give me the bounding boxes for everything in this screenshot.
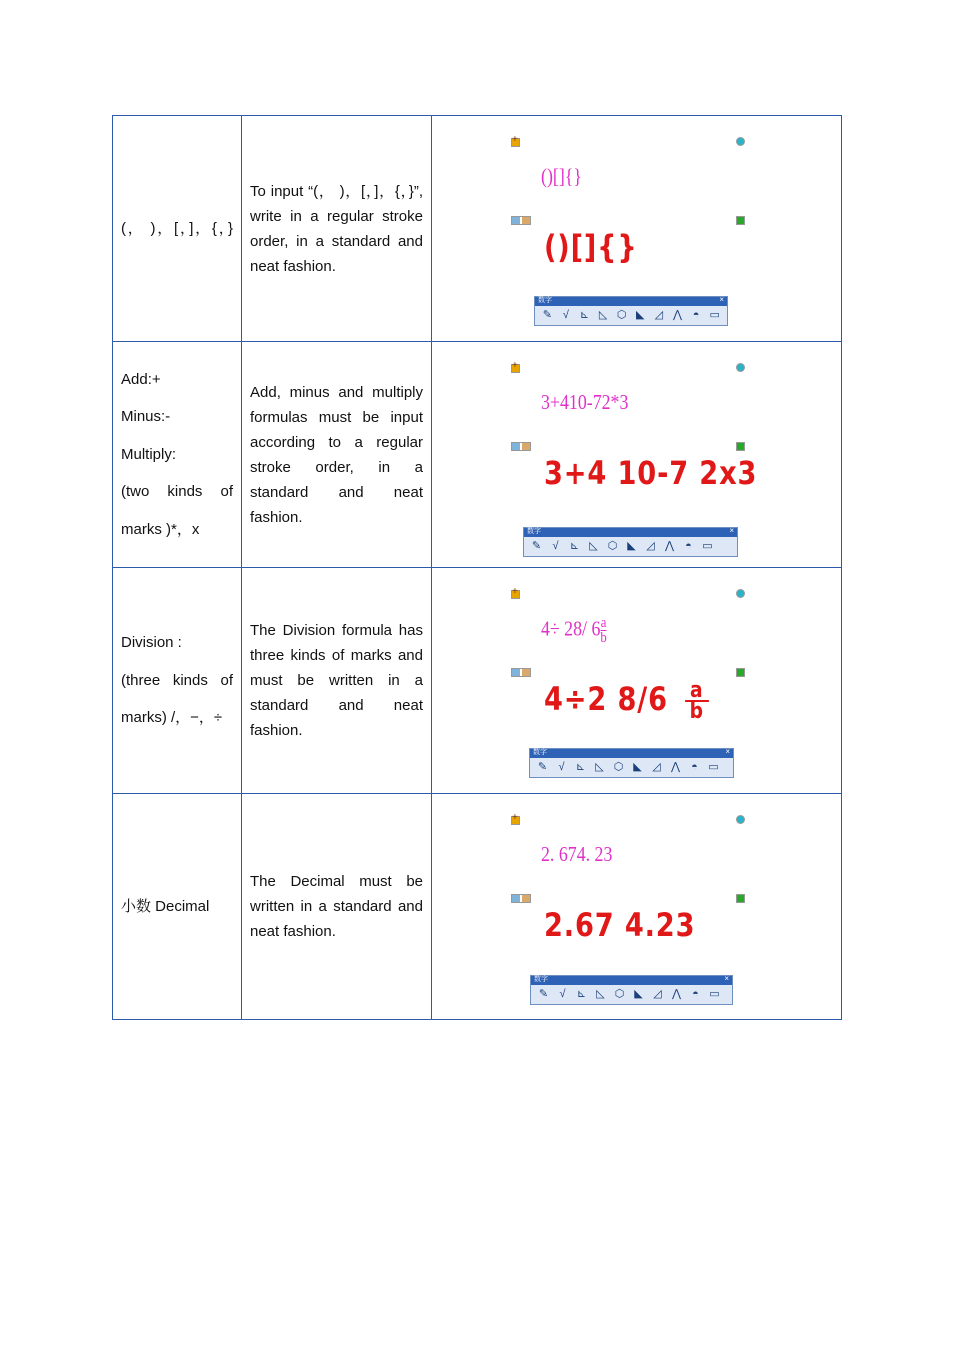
toolbar-titlebar	[535, 297, 727, 306]
image-text-icon[interactable]	[511, 668, 531, 677]
set-square-icon[interactable]: ◣	[633, 761, 642, 773]
cube-icon[interactable]: ⬡	[616, 309, 627, 321]
move-icon[interactable]	[511, 590, 520, 599]
axis-icon[interactable]: ⊾	[569, 540, 580, 552]
handwriting-panel	[432, 342, 841, 567]
symbol-line: Add:+	[121, 370, 161, 388]
ruler-icon[interactable]: ▭	[709, 988, 720, 1000]
description-cell	[242, 116, 432, 342]
protractor-icon[interactable]: ◓	[692, 988, 699, 1000]
cube-icon[interactable]: ⬡	[613, 761, 624, 773]
symbol-line: (two kinds of	[121, 483, 233, 501]
triangle-icon[interactable]: ◺	[595, 761, 604, 773]
symbol-line: marks )*，x	[121, 520, 200, 538]
set-square-icon[interactable]: ◣	[627, 540, 636, 552]
right-triangle-icon[interactable]: ◿	[653, 988, 662, 1000]
handwritten-fraction: $\frac{a}{b}$	[685, 681, 709, 721]
math-toolbar	[530, 975, 733, 1005]
sqrt-icon[interactable]: √	[562, 309, 569, 321]
symbol-cell	[113, 568, 242, 794]
globe-icon[interactable]	[736, 363, 745, 372]
globe-icon[interactable]	[736, 589, 745, 598]
symbol-cell	[113, 116, 242, 342]
image-text-icon[interactable]	[511, 216, 531, 225]
axis-icon[interactable]: ⊾	[579, 309, 590, 321]
handwriting-input	[544, 228, 638, 266]
toolbar-tools	[524, 537, 737, 556]
toolbar-title: 数字	[534, 976, 548, 983]
handwritten-text: ()[]{}	[544, 228, 638, 266]
table-row	[113, 568, 842, 794]
axis-icon[interactable]: ⊾	[576, 988, 587, 1000]
example-cell	[432, 116, 842, 342]
ruler-icon[interactable]: ▭	[702, 540, 713, 552]
recognized-result	[541, 390, 628, 415]
symbol-line: 小数 Decimal	[121, 897, 210, 915]
handwriting-input	[544, 454, 757, 492]
ruler-icon[interactable]: ▭	[709, 309, 720, 321]
cube-icon[interactable]: ⬡	[607, 540, 618, 552]
settings-icon[interactable]	[736, 668, 745, 677]
example-cell	[432, 342, 842, 568]
table-row	[113, 116, 842, 342]
handwritten-text: 3+4 10-7 2x3	[544, 454, 758, 492]
example-cell	[432, 794, 842, 1020]
sqrt-icon[interactable]: √	[559, 988, 566, 1000]
symbol-cell	[113, 342, 242, 568]
handwriting-input	[544, 906, 695, 944]
protractor-icon[interactable]: ◓	[691, 761, 698, 773]
axis-icon[interactable]: ⊾	[575, 761, 586, 773]
right-triangle-icon[interactable]: ◿	[654, 309, 664, 321]
example-cell	[432, 568, 842, 794]
set-square-icon[interactable]: ◣	[636, 309, 645, 321]
close-icon[interactable]: ×	[719, 295, 724, 304]
toolbar-title: 数字	[527, 528, 541, 535]
recognized-result	[541, 616, 607, 645]
settings-icon[interactable]	[736, 216, 745, 225]
settings-icon[interactable]	[736, 442, 745, 451]
symbol-cell	[113, 794, 242, 1020]
protractor-icon[interactable]: ◓	[692, 309, 700, 321]
sqrt-icon[interactable]: √	[552, 540, 559, 552]
move-icon[interactable]	[511, 364, 520, 373]
toolbar-titlebar	[531, 976, 732, 985]
recognized-result	[541, 842, 612, 867]
description-text: The Decimal must be written in a standard and neat fashion.	[250, 873, 423, 940]
symbol-line: Minus:-	[121, 408, 171, 426]
math-toolbar	[534, 296, 728, 326]
handwriting-panel	[432, 116, 841, 341]
recognized-text: ()[]{}	[541, 164, 582, 188]
handwriting-panel	[432, 794, 841, 1019]
handwriting-panel	[432, 568, 841, 793]
description-cell	[242, 342, 432, 568]
toolbar-tools	[531, 985, 732, 1004]
pen-icon[interactable]: ✎	[537, 761, 548, 773]
ruler-icon[interactable]: ▭	[708, 761, 719, 773]
recognized-text: 4÷ 28/ 6	[541, 616, 601, 641]
protractor-icon[interactable]: ◓	[685, 540, 692, 552]
handwriting-input	[544, 678, 709, 724]
toolbar-titlebar	[524, 528, 737, 537]
table-row	[113, 794, 842, 1020]
move-icon[interactable]	[511, 816, 520, 825]
compass-icon[interactable]: ⋀	[672, 309, 682, 321]
triangle-icon[interactable]: ◺	[598, 309, 608, 321]
triangle-icon[interactable]: ◺	[596, 988, 605, 1000]
globe-icon[interactable]	[736, 137, 745, 146]
math-toolbar	[523, 527, 738, 557]
instruction-table	[112, 115, 842, 1020]
description-text: To input “(， )，[，]，{，}”, write in a regular stroke order, in a standard and neat fashion.	[250, 182, 423, 275]
symbol-line: (， )，[，]，{，}	[121, 219, 233, 237]
handwritten-text: 2.67 4.23	[544, 906, 696, 944]
symbol-line: (three kinds of	[121, 671, 233, 689]
recognized-fraction: $\frac{a}{b}$	[600, 615, 607, 646]
description-text: The Division formula has three kinds of marks and must be written in a standard and neat fashion.	[250, 622, 423, 739]
close-icon[interactable]: ×	[729, 526, 734, 535]
recognized-result	[541, 164, 582, 189]
description-cell	[242, 794, 432, 1020]
right-triangle-icon[interactable]: ◿	[646, 540, 655, 552]
handwritten-text: 4÷2 8/6	[544, 680, 668, 718]
globe-icon[interactable]	[736, 815, 745, 824]
compass-icon[interactable]: ⋀	[670, 761, 681, 773]
toolbar-titlebar	[530, 749, 733, 758]
pen-icon[interactable]: ✎	[542, 309, 552, 321]
toolbar-tools	[530, 758, 733, 777]
move-icon[interactable]	[511, 138, 520, 147]
math-toolbar	[529, 748, 734, 778]
image-text-icon[interactable]	[511, 442, 531, 451]
image-text-icon[interactable]	[511, 894, 531, 903]
symbol-line: Multiply:	[121, 445, 177, 463]
toolbar-tools	[535, 306, 727, 325]
table-row	[113, 342, 842, 568]
symbol-line: Division :	[121, 634, 182, 652]
settings-icon[interactable]	[736, 894, 745, 903]
toolbar-title: 数字	[538, 297, 552, 304]
toolbar-title: 数字	[533, 749, 547, 756]
recognized-text: 3+410-72*3	[541, 390, 629, 414]
pen-icon[interactable]: ✎	[531, 540, 542, 552]
sqrt-icon[interactable]: √	[558, 761, 565, 773]
cube-icon[interactable]: ⬡	[614, 988, 625, 1000]
triangle-icon[interactable]: ◺	[589, 540, 598, 552]
symbol-line: marks) /，−，÷	[121, 709, 223, 727]
recognized-text: 2. 674. 23	[541, 842, 613, 866]
right-triangle-icon[interactable]: ◿	[652, 761, 661, 773]
description-cell	[242, 568, 432, 794]
compass-icon[interactable]: ⋀	[664, 540, 675, 552]
close-icon[interactable]: ×	[724, 974, 729, 983]
description-text: Add, minus and multiply formulas must be input according to a regular stroke order, in a standard and neat fashion.	[250, 383, 423, 526]
compass-icon[interactable]: ⋀	[671, 988, 682, 1000]
close-icon[interactable]: ×	[725, 747, 730, 756]
set-square-icon[interactable]: ◣	[634, 988, 643, 1000]
pen-icon[interactable]: ✎	[538, 988, 549, 1000]
